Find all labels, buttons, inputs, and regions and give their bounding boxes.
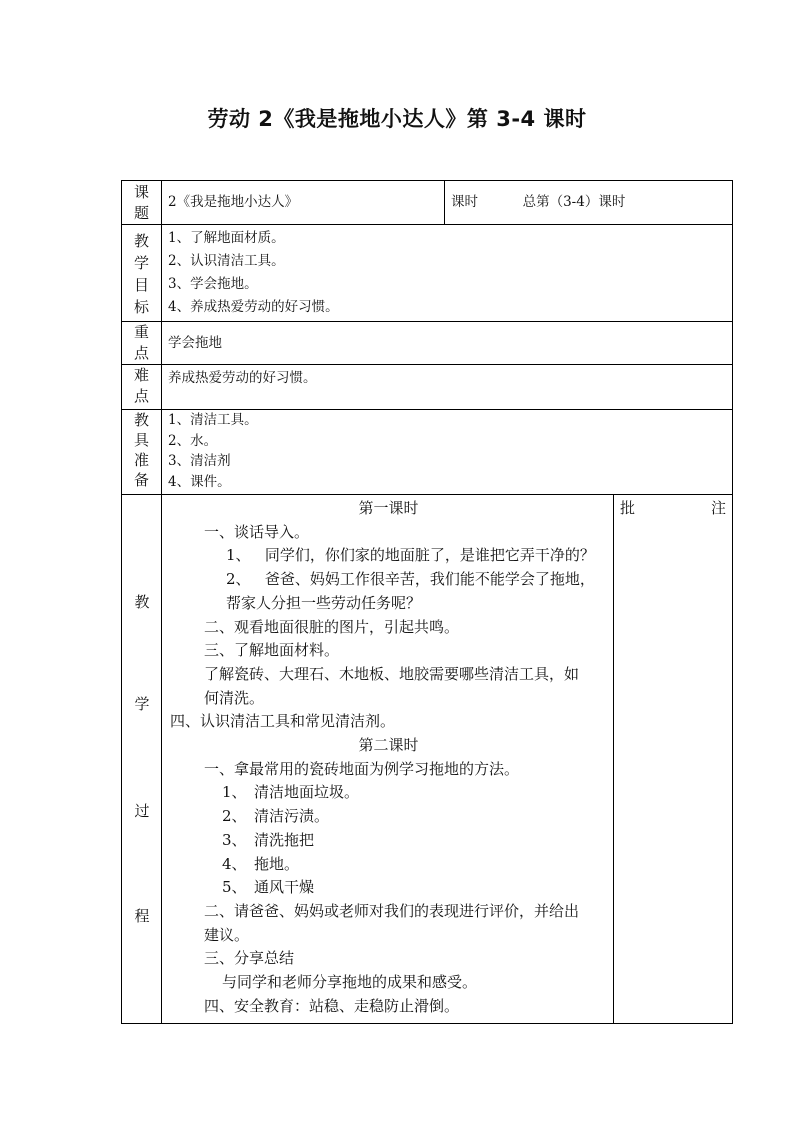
difficulty-value: 养成热爱劳动的好习惯。 — [162, 365, 733, 410]
method-step: 2、 清洁污渍。 — [222, 807, 330, 826]
material-item: 4、课件。 — [168, 473, 231, 490]
lesson-plan-table — [121, 180, 733, 1024]
goals-label: 教 学 目 标 — [122, 225, 162, 322]
method-step: 5、 通风干燥 — [222, 878, 315, 897]
key-point-value: 学会拖地 — [162, 322, 733, 365]
step-detail: 何清洗。 — [204, 688, 265, 707]
material-item: 3、清洁剂 — [168, 453, 231, 469]
goal-item: 3、学会拖地。 — [168, 276, 258, 292]
goal-item: 2、认识清洁工具。 — [168, 253, 285, 269]
question-item-cont: 帮家人分担一些劳动任务呢？ — [226, 593, 422, 612]
step-detail: 与同学和老师分享拖地的成果和感受。 — [222, 973, 478, 992]
period-value: 总第（3-4）课时 — [522, 194, 626, 210]
topic-value: 2《我是拖地小达人》 — [162, 181, 445, 225]
method-step: 1、 清洁地面垃圾。 — [222, 783, 360, 802]
goal-item: 1、了解地面材质。 — [168, 230, 285, 246]
materials-label: 教 具 准 备 — [122, 410, 162, 495]
key-point-label: 重 点 — [122, 322, 162, 365]
difficulty-label: 难 点 — [122, 365, 162, 410]
step-text: 四、安全教育：站稳、走稳防止滑倒。 — [204, 996, 460, 1015]
step-text: 一、谈话导入。 — [204, 522, 310, 541]
goals-row — [122, 225, 733, 322]
material-item: 1、清洁工具。 — [168, 412, 258, 428]
step-detail: 了解瓷砖、大理石、木地板、地胶需要哪些清洁工具，如 — [204, 664, 580, 683]
topic-label: 课 题 — [122, 181, 162, 225]
step-text: 三、分享总结 — [204, 949, 295, 968]
step-text: 四、认识清洁工具和常见清洁剂。 — [170, 712, 396, 731]
lesson2-heading: 第二课时 — [358, 736, 419, 755]
lesson1-heading: 第一课时 — [358, 499, 419, 517]
period-cell — [445, 181, 733, 225]
question-item: 1、 同学们，你们家的地面脏了，是谁把它弄干净的？ — [226, 546, 595, 565]
step-text: 二、观看地面很脏的图片，引起共鸣。 — [204, 617, 460, 636]
question-item: 2、 爸爸、妈妈工作很辛苦，我们能不能学会了拖地， — [226, 570, 595, 589]
page-title: 劳动 2《我是拖地小达人》第 3-4 课时 — [207, 107, 587, 131]
step-text: 建议。 — [204, 925, 250, 944]
topic-row — [122, 181, 733, 225]
material-item: 2、水。 — [168, 432, 218, 449]
difficulty-row — [122, 365, 733, 410]
notes-header: 批 注 — [620, 499, 726, 517]
materials-row — [122, 410, 733, 495]
goals-content — [162, 225, 733, 322]
notes-cell — [614, 495, 733, 1024]
method-step: 4、 拖地。 — [222, 854, 300, 873]
step-text: 三、了解地面材料。 — [204, 641, 340, 660]
key-point-row — [122, 322, 733, 365]
materials-content — [162, 410, 733, 495]
method-step: 3、 清洗拖把 — [222, 830, 315, 849]
step-text: 二、请爸爸、妈妈或老师对我们的表现进行评价，并给出 — [204, 901, 580, 920]
step-text: 一、拿最常用的瓷砖地面为例学习拖地的方法。 — [204, 759, 520, 778]
process-content — [162, 495, 614, 1024]
process-label: 教 学 过 程 — [122, 495, 162, 1024]
period-label: 课时 — [451, 194, 478, 210]
goal-item: 4、养成热爱劳动的好习惯。 — [168, 299, 339, 315]
process-row — [122, 495, 733, 1024]
